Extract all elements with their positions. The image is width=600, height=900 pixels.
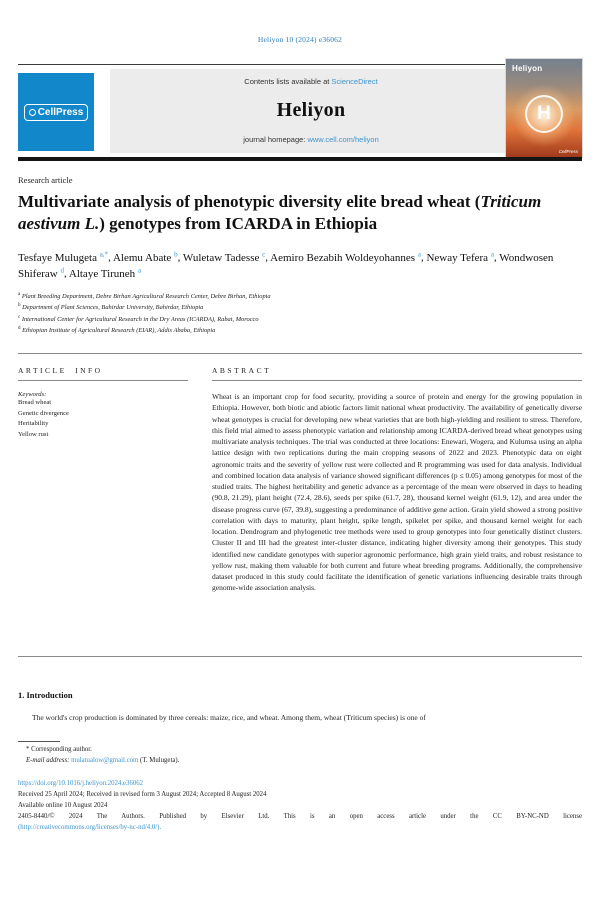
author-name: Alemu Abate $^b$: [112, 250, 178, 264]
header-divider-rule: [18, 157, 582, 161]
author-name: Wuletaw Tadesse $^c$: [182, 250, 266, 264]
affiliation: $^b$ Department of Plant Sciences, Bahirdar University, Bahirdar, Ethiopia: [18, 303, 204, 312]
corresponding-author-note: * Corresponding author.: [26, 746, 92, 753]
author-name: Tesfaye Mulugeta $^{a,*}$: [18, 250, 109, 264]
affiliation: $^d$ Ethiopian Institute of Agricultural Research (EIAR), Addis Ababa, Ethiopia: [18, 326, 216, 335]
abstract-heading: ABSTRACT: [212, 366, 272, 375]
keyword: Heritability: [18, 420, 49, 428]
author-affiliation-ref[interactable]: c: [262, 250, 266, 258]
cover-publisher: CellPress: [558, 149, 578, 154]
doi-line: [18, 780, 143, 787]
keyword: Genetic divergence: [18, 409, 69, 417]
title-suffix: ) genotypes from ICARDA in Ethiopia: [99, 214, 378, 234]
abstract-bottom-rule: [18, 656, 582, 657]
keyword: Bread wheat: [18, 399, 52, 406]
article-type-label: Research article: [18, 175, 73, 185]
sciencedirect-link[interactable]: ScienceDirect: [331, 77, 378, 86]
author-name: Altaye Tiruneh $^a$: [68, 266, 142, 280]
cover-letter: H: [537, 102, 551, 124]
article-title: [18, 191, 582, 235]
journal-cover-thumbnail: [506, 59, 582, 157]
article-info-column: [18, 366, 188, 440]
available-online-line: Available online 10 August 2024: [18, 802, 108, 809]
copyright-license-line: 2405-8440/© 2024 The Authors. Published by Elsevier Ltd. This is an open access article under the CC BY-NC-ND license: [18, 813, 582, 820]
author-affiliation-ref[interactable]: a,*: [99, 250, 109, 258]
author-affiliation-ref[interactable]: b: [174, 250, 178, 258]
journal-header: [18, 64, 582, 156]
abstract-heading-rule: [212, 380, 582, 381]
article-info-heading: ARTICLE INFO: [18, 366, 103, 375]
license-url-link[interactable]: (http://creativecommons.org/licenses/by-nc-nd/4.0/).: [18, 824, 162, 831]
cellpress-logo: [18, 73, 94, 151]
received-dates-line: Received 25 April 2024; Received in revised form 3 August 2024; Accepted 8 August 2024: [18, 791, 267, 798]
email-suffix: (T. Mulugeta).: [138, 757, 180, 764]
article-info-heading-rule: [18, 380, 188, 381]
abstract-column: [212, 366, 582, 594]
journal-homepage-link[interactable]: www.cell.com/heliyon: [307, 135, 379, 144]
footnote-rule: [18, 741, 60, 742]
email-label: E-mail address:: [26, 757, 70, 764]
affiliation: $^c$ International Center for Agricultural Research in the Dry Areas (ICARDA), Rabat, Morocco: [18, 314, 259, 323]
running-head-citation: Heliyon 10 (2024) e36062: [257, 35, 343, 44]
cellpress-mark-icon: [29, 109, 36, 116]
introduction-heading: 1. Introduction: [18, 690, 73, 700]
keywords-label: Keywords:: [18, 391, 47, 398]
journal-name: Heliyon: [276, 99, 346, 121]
corresponding-email-link[interactable]: mulatualow@gmail.com: [71, 757, 139, 764]
journal-banner: [110, 69, 512, 153]
cover-h-logo-icon: [525, 95, 563, 133]
cover-journal-name: Heliyon: [512, 64, 543, 73]
email-footnote: [26, 757, 179, 764]
abstract-text: Wheat is an important crop for food security, providing a source of protein and energy for the growing population in Ethiopia. However, both biotic and abiotic factors limit national wheat productivity. The availability of genetically diverse wheat genotypes is crucial for developing new wheat varieties that are both high-yielding and resilient to stress. Therefore, this field trial aimed to assess phenotypic variation and relationship among ICARDA-derived bread wheat genotypes using multivariate analysis techniques. The trial was conducted at three locations: Enewari, Wogera, and Kulumsa using an alpha lattice design with two replications during the main cropping seasons of 2022 and 2023. Phenotypic data on eight agronomic traits and the severity of yellow rust were collected and R programming was used for data analysis. Individual and combined location data analysis of variance showed significant differences (p ≤ 0.05) among genotypes for most of the studied traits. The highest heritability and genetic advance as a percentage of the mean were observed in days to heading (90.8, 21.29), plant height (72.4, 28.6), seeds per spike (61.7, 28), thousand kernel weight (61.9, 12), and area under the disease progress curve (67, 39.8), suggesting a predominance of additive gene action. Grain yield showed a strong positive correlation with days to maturity, plant height, spike length, spikelet per spike, and thousand kernel weight for each location. Dendrogram and phylogenetic tree methods were used to group genotypes into four genetically distinct clusters. Cluster II and III had the greatest inter-cluster distance, indicating higher diversity among their genotypes. This study identified new candidate genotypes with superior agronomic performance, high grain yield traits, and robust resistance to yellow rust, making them valuable for both current and future wheat breeding programs. Additionally, the comprehensive dataset produced in this study could facilitate the identification of genetic variations influencing desirable traits through genome-wide association analysis.: [212, 392, 582, 593]
author-affiliation-ref[interactable]: a: [417, 250, 421, 258]
license-url-line: [18, 824, 582, 831]
keyword-list: [18, 398, 188, 440]
author-name: Wondwosen Shiferaw $^d$: [18, 251, 554, 280]
author-name: Aemiro Bezabih Woldeyohannes $^a$: [270, 250, 421, 264]
homepage-line: [243, 135, 379, 144]
title-species-italic: Triticum aestivum L.: [18, 192, 542, 234]
affiliation: $^a$ Plant Breeding Department, Debre Birhan Agricultural Research Center, Debre Birhan, Ethiopia: [18, 292, 271, 301]
introduction-paragraph: The world's crop production is dominated by three cereals: maize, rice, and wheat. Among them, wheat (Triticum species) is one of: [32, 713, 426, 722]
doi-link[interactable]: https://doi.org/10.1016/j.heliyon.2024.e36062: [18, 780, 144, 787]
contents-line: [244, 77, 377, 86]
author-affiliation-ref[interactable]: a: [137, 266, 142, 275]
section-divider-rule: [18, 353, 582, 354]
affiliation-list: [18, 291, 582, 337]
author-affiliation-ref[interactable]: d: [60, 266, 64, 275]
keyword: Yellow rust: [18, 430, 49, 438]
author-list: Tesfaye Mulugeta $^{a,*}$, Alemu Abate $^b$, Wuletaw Tadesse $^c$, Aemiro Bezabih Woldeyohannes $^a$, Neway Tefera $^a$, Wondwosen Shiferaw $^d$, Altaye Tiruneh $^a$: [18, 250, 554, 280]
author-affiliation-ref[interactable]: a: [490, 250, 494, 258]
author-name: Neway Tefera $^a$: [426, 250, 494, 264]
cellpress-logo-text: CellPress: [24, 104, 89, 121]
title-prefix: Multivariate analysis of phenotypic diversity elite bread wheat (: [18, 192, 481, 211]
homepage-prefix: journal homepage:: [243, 135, 308, 144]
contents-prefix: Contents lists available at: [244, 77, 332, 86]
